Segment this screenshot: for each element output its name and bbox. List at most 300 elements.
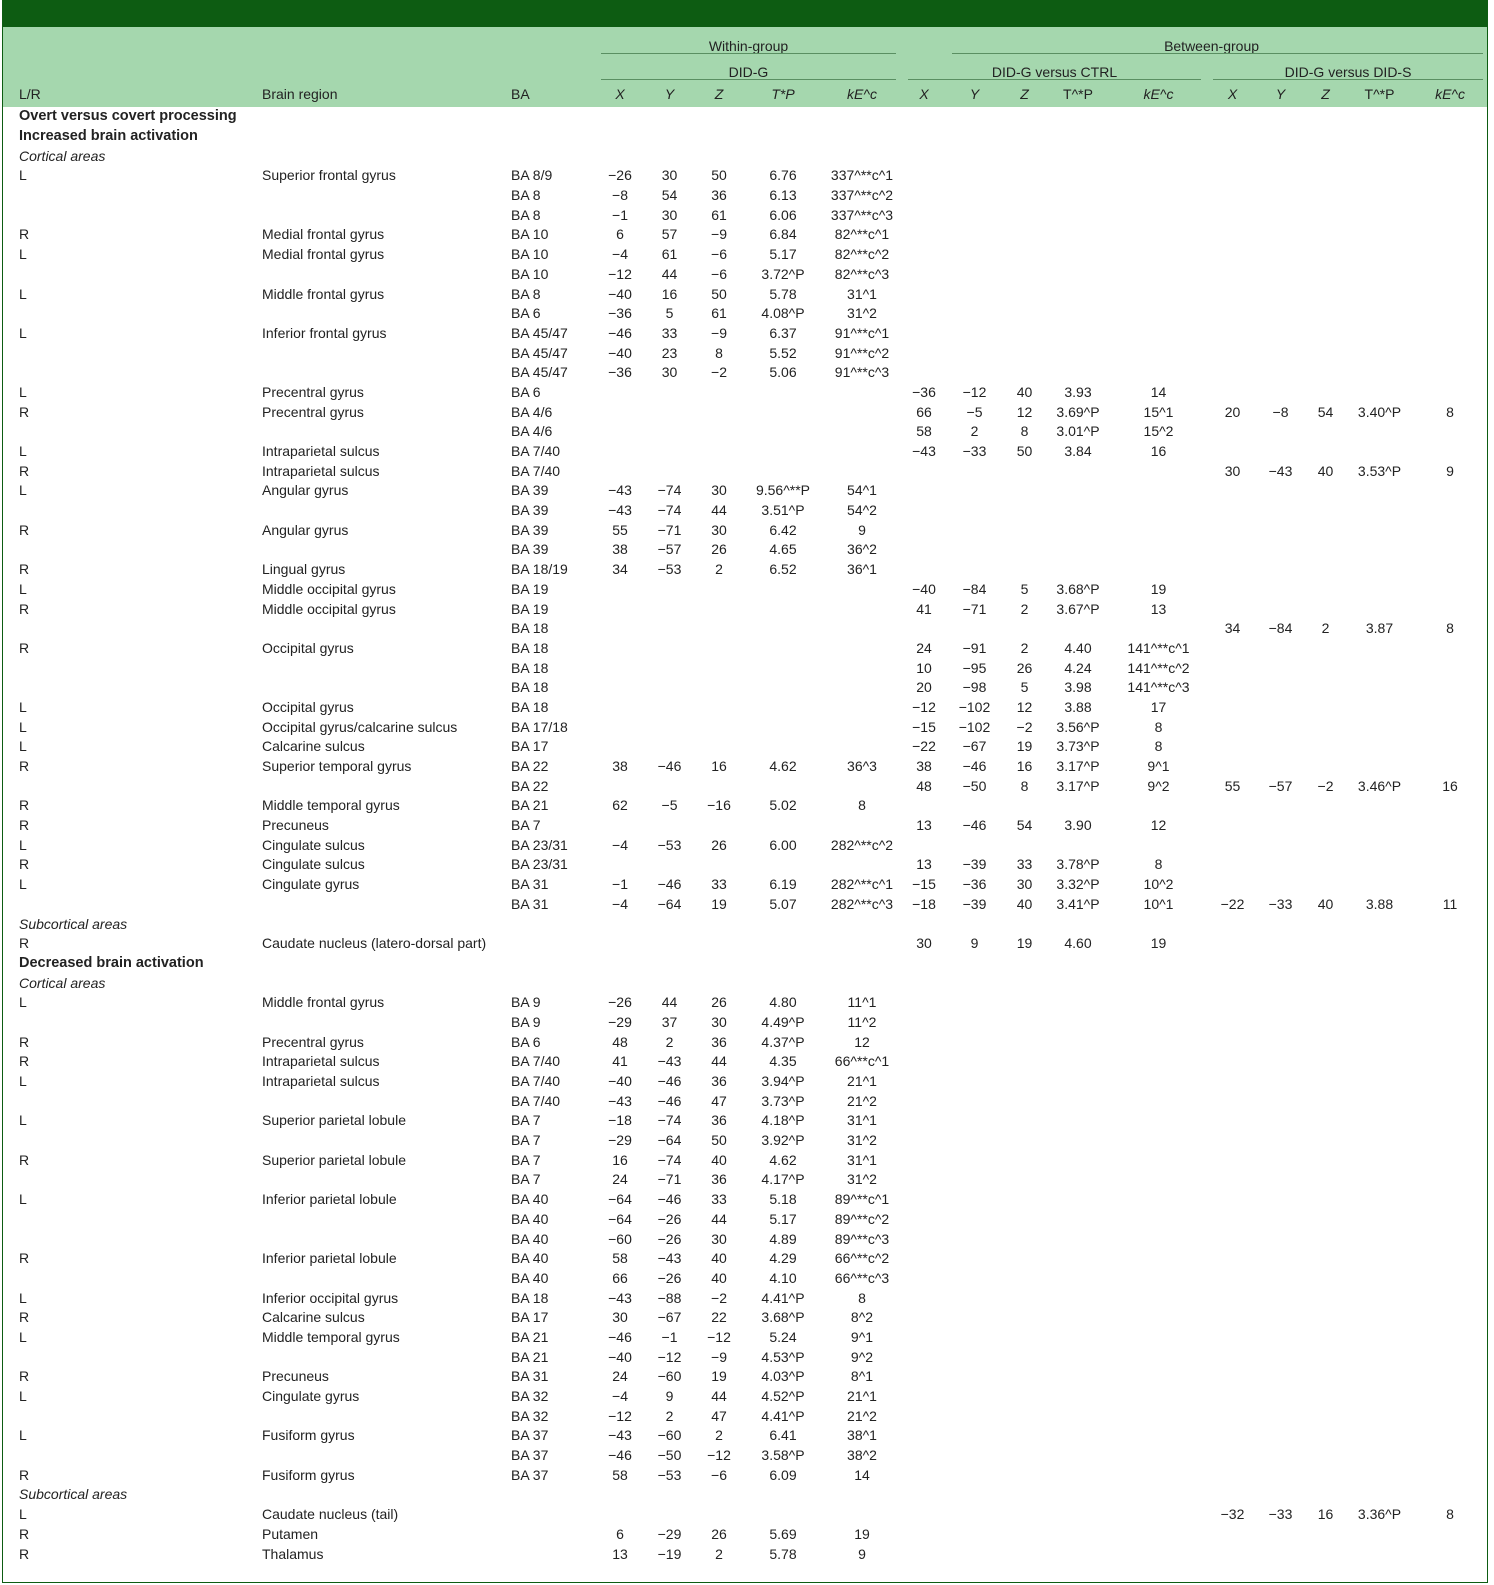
- cell-z: [1003, 343, 1046, 363]
- cell-ba: BA 23/31: [511, 836, 568, 853]
- cell-y: −57: [1268, 777, 1293, 794]
- cell-y: −74: [657, 1151, 682, 1168]
- cell-ke: [1110, 520, 1207, 540]
- table-row: [3, 1525, 1489, 1545]
- cell-z: 16: [1016, 758, 1033, 775]
- cell-lr: [3, 1446, 262, 1466]
- cell-x: [595, 580, 645, 600]
- cell-ke: 54^1: [847, 482, 877, 499]
- cell-lr: L: [19, 876, 27, 893]
- cell-ke: [822, 816, 902, 836]
- cell-y: −84: [1268, 620, 1293, 637]
- cell-region: Intraparietal sulcus: [262, 462, 380, 479]
- within-group-heading: Within-group: [595, 27, 902, 54]
- cell-t: [744, 855, 822, 875]
- results-table: [3, 27, 1489, 1564]
- cell-z: [1303, 1328, 1348, 1348]
- cell-t: [1046, 1190, 1110, 1210]
- cell-z: [1003, 835, 1046, 855]
- cell-t: [744, 619, 822, 639]
- cell-y: [1258, 796, 1303, 816]
- cell-t: 6.09: [769, 1466, 797, 1483]
- cell-x: −46: [608, 1328, 632, 1345]
- cell-t: [744, 639, 822, 659]
- cell-t: 3.51^P: [761, 502, 805, 519]
- cell-x: [902, 1072, 946, 1092]
- cell-y: [645, 580, 694, 600]
- cell-lr: [3, 205, 262, 225]
- cell-x: [595, 599, 645, 619]
- cell-y: [1258, 265, 1303, 285]
- cell-z: 8: [715, 344, 723, 361]
- cell-x: [902, 461, 946, 481]
- cell-z: [694, 383, 744, 403]
- cell-z: [1303, 698, 1348, 718]
- cell-z: [1303, 757, 1348, 777]
- table-row: [3, 698, 1489, 718]
- cell-lr: [3, 422, 262, 442]
- cell-x: [902, 1013, 946, 1033]
- cell-t: 3.73^P: [1056, 738, 1100, 755]
- cell-ke: [822, 461, 902, 481]
- cell-x: [1207, 1387, 1258, 1407]
- cell-x: −26: [608, 167, 632, 184]
- cell-t: 3.68^P: [1056, 580, 1100, 597]
- cell-t: 3.93: [1064, 383, 1092, 400]
- cell-ke: [1411, 501, 1489, 521]
- cell-region: Middle occipital gyrus: [262, 600, 396, 617]
- cell-t: [1046, 619, 1110, 639]
- cell-ba: BA 9: [511, 1013, 541, 1030]
- cell-ba: BA 31: [511, 895, 549, 912]
- cell-z: [694, 776, 744, 796]
- cell-x: [1207, 1229, 1258, 1249]
- cell-y: [645, 934, 694, 954]
- cell-lr: [3, 501, 262, 521]
- cell-ke: 82^**c^3: [834, 265, 890, 282]
- cell-t: [1348, 1308, 1411, 1328]
- cell-t: [1348, 1249, 1411, 1269]
- cell-x: −43: [608, 482, 632, 499]
- cell-ba: [511, 934, 595, 954]
- cell-z: [1303, 1032, 1348, 1052]
- cell-ke: [1411, 1131, 1489, 1151]
- cell-y: [946, 1446, 1003, 1466]
- cell-y: [946, 1406, 1003, 1426]
- section-row: [3, 107, 1489, 127]
- cell-ke: 89^**c^3: [834, 1230, 890, 1247]
- cell-y: [946, 1190, 1003, 1210]
- cell-y: [1258, 1210, 1303, 1230]
- cell-x: [902, 993, 946, 1013]
- cell-ke: 141^**c^2: [1127, 659, 1190, 676]
- didg-vs-ctrl-heading: DID-G versus CTRL: [902, 54, 1207, 80]
- cell-ba: BA 17: [511, 1309, 549, 1326]
- cell-ba: BA 7: [511, 1151, 541, 1168]
- cell-y: −12: [962, 383, 987, 400]
- cell-z: [1003, 1367, 1046, 1387]
- cell-x: −46: [608, 1447, 632, 1464]
- cell-lr: R: [19, 639, 30, 656]
- cell-x: [1207, 343, 1258, 363]
- column-header-t: T^*P: [1063, 85, 1093, 102]
- cell-z: [1003, 1426, 1046, 1446]
- cell-y: −74: [657, 502, 682, 519]
- cell-z: [1303, 245, 1348, 265]
- cell-y: [1258, 875, 1303, 895]
- cell-y: [1258, 166, 1303, 186]
- cell-ke: [1411, 658, 1489, 678]
- column-header-region: Brain region: [262, 85, 338, 102]
- cell-z: [1003, 1328, 1046, 1348]
- cell-ke: [822, 619, 902, 639]
- cell-z: [1303, 205, 1348, 225]
- cell-region: [262, 895, 511, 915]
- cell-lr: L: [19, 167, 27, 184]
- cell-x: 30: [916, 935, 932, 952]
- cell-y: [946, 265, 1003, 285]
- cell-x: [1207, 1249, 1258, 1269]
- cell-t: [1348, 698, 1411, 718]
- table-row: [3, 186, 1489, 206]
- table-body: [3, 107, 1489, 1564]
- cell-y: [645, 639, 694, 659]
- cell-ba: BA 21: [511, 1328, 549, 1345]
- cell-z: [1003, 225, 1046, 245]
- cell-ba: BA 21: [511, 1348, 549, 1365]
- cell-region: [262, 343, 511, 363]
- cell-x: [902, 1210, 946, 1230]
- cell-x: [1207, 993, 1258, 1013]
- cell-x: 66: [612, 1269, 628, 1286]
- cell-x: 38: [916, 758, 932, 775]
- cell-ke: [1411, 225, 1489, 245]
- cell-ke: [1411, 540, 1489, 560]
- cell-t: 5.06: [769, 364, 797, 381]
- table-row: [3, 1032, 1489, 1052]
- table-row: [3, 1426, 1489, 1446]
- cell-x: [1207, 934, 1258, 954]
- cell-z: [694, 678, 744, 698]
- cell-ba: BA 7/40: [511, 443, 561, 460]
- cell-lr: R: [19, 1466, 30, 1483]
- cell-y: −36: [962, 876, 987, 893]
- cell-ke: [1411, 1525, 1489, 1545]
- cell-t: 4.65: [769, 541, 797, 558]
- table-row: [3, 855, 1489, 875]
- cell-ke: [1110, 1426, 1207, 1446]
- cell-y: [1258, 816, 1303, 836]
- table-row: [3, 1406, 1489, 1426]
- cell-x: [902, 1367, 946, 1387]
- cell-ba: [511, 1525, 595, 1545]
- table-row: [3, 1367, 1489, 1387]
- cell-ba: BA 7/40: [511, 1073, 561, 1090]
- cell-t: [1046, 1249, 1110, 1269]
- cell-x: 13: [916, 817, 932, 834]
- cell-y: −5: [966, 403, 983, 420]
- cell-z: [1303, 1052, 1348, 1072]
- cell-x: [595, 698, 645, 718]
- cell-ke: 38^1: [847, 1427, 877, 1444]
- cell-z: [1003, 1170, 1046, 1190]
- cell-ke: [1411, 639, 1489, 659]
- cell-y: 33: [661, 324, 678, 341]
- cell-ke: [1411, 1406, 1489, 1426]
- cell-t: 3.73^P: [761, 1092, 805, 1109]
- cell-lr: R: [19, 521, 30, 538]
- subsection-row: [3, 1485, 1489, 1505]
- cell-lr: R: [19, 1309, 30, 1326]
- cell-z: [1003, 1150, 1046, 1170]
- cell-ke: 21^2: [847, 1092, 877, 1109]
- cell-z: 44: [711, 1053, 727, 1070]
- cell-x: −36: [608, 305, 632, 322]
- cell-z: 36: [711, 1112, 727, 1129]
- cell-ke: [1110, 1131, 1207, 1151]
- cell-y: [1258, 383, 1303, 403]
- cell-z: [1003, 1249, 1046, 1269]
- cell-x: [902, 1544, 946, 1564]
- cell-t: [1348, 1091, 1411, 1111]
- cell-lr: R: [19, 1545, 30, 1562]
- cell-lr: R: [19, 856, 30, 873]
- cell-x: 20: [1224, 403, 1241, 420]
- cell-ke: [822, 776, 902, 796]
- cell-t: [744, 442, 822, 462]
- cell-ke: [1110, 1150, 1207, 1170]
- cell-z: −6: [711, 246, 727, 263]
- cell-y: [645, 1505, 694, 1525]
- cell-ke: [822, 934, 902, 954]
- cell-t: [1046, 1308, 1110, 1328]
- cell-ke: [1411, 1150, 1489, 1170]
- cell-x: [902, 619, 946, 639]
- cell-t: 5.07: [769, 895, 797, 912]
- cell-z: 54: [1317, 403, 1334, 420]
- cell-ba: BA 7: [511, 1132, 541, 1149]
- cell-ke: [822, 599, 902, 619]
- cell-ke: [1411, 1032, 1489, 1052]
- cell-y: [946, 1229, 1003, 1249]
- cell-y: [946, 835, 1003, 855]
- cell-z: [1303, 717, 1348, 737]
- table-row: [3, 1111, 1489, 1131]
- cell-region: Caudate nucleus (tail): [262, 1506, 399, 1523]
- cell-region: [262, 1229, 511, 1249]
- cell-ke: 38^2: [847, 1447, 877, 1464]
- cell-ke: 12: [854, 1033, 870, 1050]
- cell-region: Medial frontal gyrus: [262, 226, 385, 243]
- cell-y: [1258, 1131, 1303, 1151]
- cell-z: 8: [1020, 777, 1029, 794]
- cell-ba: BA 18: [511, 620, 549, 637]
- cell-ke: [822, 402, 902, 422]
- cell-y: −8: [1272, 403, 1289, 420]
- cell-ke: [822, 1505, 902, 1525]
- cell-y: [946, 1111, 1003, 1131]
- cell-x: −40: [608, 344, 632, 361]
- column-header-ke: kE^c: [1143, 85, 1174, 102]
- cell-z: [1303, 855, 1348, 875]
- cell-x: [595, 816, 645, 836]
- cell-ke: [1411, 757, 1489, 777]
- cell-ba: BA 4/6: [511, 423, 553, 440]
- cell-t: [744, 580, 822, 600]
- cell-ke: [1110, 245, 1207, 265]
- cell-t: 4.52^P: [761, 1388, 805, 1405]
- cell-x: [902, 560, 946, 580]
- cell-z: [694, 855, 744, 875]
- subsection-row: [3, 914, 1489, 934]
- cell-z: 19: [1016, 935, 1033, 952]
- cell-x: [595, 422, 645, 442]
- cell-ke: [1411, 1091, 1489, 1111]
- cell-x: −40: [608, 1073, 632, 1090]
- cell-ke: 14: [854, 1466, 870, 1483]
- cell-y: [1258, 639, 1303, 659]
- cell-ba: BA 22: [511, 758, 549, 775]
- cell-z: [1003, 619, 1046, 639]
- cell-ke: 8: [1446, 1506, 1454, 1523]
- cell-y: [946, 540, 1003, 560]
- cell-y: [946, 324, 1003, 344]
- cell-t: [1046, 166, 1110, 186]
- cell-x: [1207, 1308, 1258, 1328]
- cell-z: 30: [711, 482, 727, 499]
- cell-x: 55: [612, 521, 628, 538]
- cell-t: [1046, 1013, 1110, 1033]
- cell-t: 4.10: [769, 1269, 797, 1286]
- cell-t: 6.52: [769, 561, 797, 578]
- cell-y: [1258, 422, 1303, 442]
- cell-y: −57: [657, 541, 682, 558]
- cell-x: −43: [608, 502, 632, 519]
- table-header: [3, 27, 1489, 107]
- cell-t: [744, 776, 822, 796]
- table-row: [3, 1190, 1489, 1210]
- cell-lr: [3, 343, 262, 363]
- cell-x: [902, 324, 946, 344]
- cell-y: [645, 383, 694, 403]
- subsection-heading: Subcortical areas: [19, 915, 128, 932]
- table-row: [3, 796, 1489, 816]
- cell-y: [645, 402, 694, 422]
- cell-lr: L: [19, 324, 27, 341]
- cell-x: 58: [916, 423, 932, 440]
- cell-y: [1258, 1269, 1303, 1289]
- cell-x: [902, 1505, 946, 1525]
- cell-y: [946, 1131, 1003, 1151]
- cell-y: −43: [657, 1053, 682, 1070]
- cell-ke: [1411, 1249, 1489, 1269]
- cell-ke: 10^1: [1143, 895, 1174, 912]
- cell-t: [1046, 1347, 1110, 1367]
- table-row: [3, 166, 1489, 186]
- cell-ke: 31^1: [847, 1151, 877, 1168]
- cell-t: 6.06: [769, 206, 797, 223]
- cell-t: 3.40^P: [1357, 403, 1402, 420]
- cell-t: [1348, 1229, 1411, 1249]
- cell-x: [902, 363, 946, 383]
- cell-ba: BA 17: [511, 738, 549, 755]
- cell-lr: L: [19, 718, 27, 735]
- cell-t: 5.78: [769, 285, 797, 302]
- cell-ke: [1411, 1544, 1489, 1564]
- cell-lr: [3, 1170, 262, 1190]
- cell-ke: [822, 678, 902, 698]
- cell-z: 50: [711, 167, 727, 184]
- cell-z: [1003, 1544, 1046, 1564]
- cell-y: [1258, 501, 1303, 521]
- cell-ke: [1411, 324, 1489, 344]
- cell-t: [1348, 1328, 1411, 1348]
- cell-y: −102: [958, 698, 991, 715]
- cell-region: [262, 1406, 511, 1426]
- cell-x: [902, 284, 946, 304]
- cell-z: [1303, 737, 1348, 757]
- cell-ke: 8^2: [850, 1309, 874, 1326]
- cell-x: [1207, 1406, 1258, 1426]
- cell-ke: [1411, 1328, 1489, 1348]
- cell-x: −29: [608, 1013, 632, 1030]
- cell-ke: 14: [1150, 383, 1167, 400]
- cell-y: [946, 1328, 1003, 1348]
- cell-t: [1348, 225, 1411, 245]
- subsection-row: [3, 973, 1489, 993]
- cell-x: 13: [612, 1545, 628, 1562]
- cell-y: 9: [970, 935, 979, 952]
- cell-t: [1046, 481, 1110, 501]
- cell-y: [946, 245, 1003, 265]
- cell-y: −46: [962, 758, 987, 775]
- cell-t: 9.56^**P: [755, 482, 811, 499]
- cell-ke: [1110, 1170, 1207, 1190]
- cell-ba: BA 23/31: [511, 856, 568, 873]
- cell-y: −91: [962, 639, 987, 656]
- cell-z: −2: [711, 1289, 727, 1306]
- cell-ke: [822, 422, 902, 442]
- cell-y: [645, 855, 694, 875]
- cell-lr: R: [19, 817, 30, 834]
- cell-x: [902, 343, 946, 363]
- cell-t: 4.60: [1064, 935, 1092, 952]
- cell-ke: [1411, 304, 1489, 324]
- cell-y: −60: [657, 1368, 682, 1385]
- cell-z: [1003, 1052, 1046, 1072]
- cell-z: −16: [707, 797, 731, 814]
- cell-ke: [822, 383, 902, 403]
- cell-x: −15: [912, 876, 936, 893]
- cell-z: [1303, 1347, 1348, 1367]
- table-row: [3, 1150, 1489, 1170]
- cell-y: −53: [657, 1466, 682, 1483]
- cell-t: [1046, 540, 1110, 560]
- cell-y: −102: [958, 718, 991, 735]
- cell-ke: [1110, 1052, 1207, 1072]
- table-row: [3, 580, 1489, 600]
- cell-y: −46: [657, 876, 682, 893]
- cell-y: −39: [962, 856, 987, 873]
- cell-region: Occipital gyrus: [262, 639, 354, 656]
- cell-t: [1046, 1131, 1110, 1151]
- cell-ke: [1411, 835, 1489, 855]
- cell-lr: [3, 540, 262, 560]
- cell-x: [902, 225, 946, 245]
- cell-y: [1258, 520, 1303, 540]
- cell-z: 30: [711, 521, 727, 538]
- cell-x: [902, 520, 946, 540]
